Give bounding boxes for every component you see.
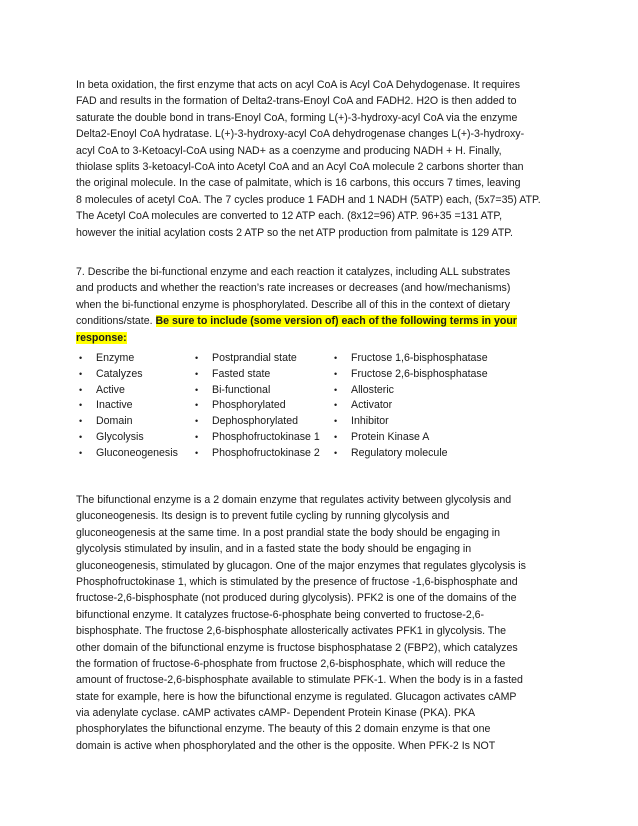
bullet-icon: •: [195, 400, 199, 411]
term-label: Inhibitor: [351, 415, 389, 428]
term-label: Postprandial state: [212, 352, 297, 364]
term-label: Phosphofructokinase 1: [212, 430, 320, 443]
term-label: Fructose 1,6-bisphosphatase: [351, 352, 488, 364]
bullet-icon: •: [195, 416, 199, 427]
text-line: state for example, here is how the bifunctional enzyme is regulated. Glucagon activates cAMP: [76, 690, 517, 703]
text-line: Phosphofructokinase 1, which is stimulated by the presence of fructose -1,6-bisphosphate and: [76, 575, 518, 588]
bullet-icon: •: [334, 400, 338, 411]
text-line: acyl CoA to 3-Ketoacyl-CoA using NAD+ as a coenzyme and producing NADH + H. Finally,: [76, 144, 502, 157]
list-item: [192, 383, 320, 399]
text-line: however the initial acylation costs 2 ATP so the net ATP production from palmitate is 129 ATP.: [76, 226, 513, 239]
list-item: [331, 414, 488, 430]
bullet-icon: •: [79, 447, 83, 458]
bullet-icon: •: [79, 384, 83, 395]
list-item: [76, 367, 178, 383]
bullet-icon: •: [79, 416, 83, 427]
list-item: [331, 367, 488, 383]
term-label: Phosphorylated: [212, 399, 286, 412]
text-line: via adenylate cyclase. cAMP activates cAMP- Dependent Protein Kinase (PKA). PKA: [76, 707, 476, 720]
list-item: [76, 446, 178, 462]
term-label: Active: [96, 383, 125, 396]
text-line: fructose-2,6-bisphosphate (not produced during glycolysis). PFK2 is one of the domains of the: [76, 592, 517, 605]
list-item: [331, 351, 488, 367]
term-label: Inactive: [96, 399, 133, 412]
text-line: bisphosphate. The fructose 2,6-bisphosphate allosterically activates PFK1 in glycolysis. The: [76, 625, 507, 638]
text-line: 7. Describe the bi-functional enzyme and each reaction it catalyzes, including ALL substrates: [76, 266, 511, 278]
bullet-icon: •: [195, 384, 199, 395]
term-label: Fasted state: [212, 367, 271, 380]
text-line: Delta2-Enoyl CoA hydratase. L(+)-3-hydroxy-acyl CoA dehydrogenase changes L(+)-3-hydroxy-: [76, 128, 525, 141]
highlighted-instruction: Be sure to include (some version of) each of the following terms in your: [155, 315, 517, 328]
terms-column-2: [192, 351, 320, 462]
bifunctional-enzyme-answer: [76, 492, 566, 754]
bullet-icon: •: [334, 431, 338, 442]
text-line: gluconeogenesis at the same time. In a post prandial state the body should be engaging in: [76, 526, 501, 539]
text-line: 8 molecules of acetyl CoA. The 7 cycles produce 1 FADH and 1 NADH (5ATP) each, (5x7=35) ATP.: [76, 193, 541, 206]
text-line: [76, 330, 566, 346]
list-item: [76, 414, 178, 430]
term-label: Bi-functional: [212, 383, 271, 396]
text-line: the original molecule. In the case of palmitate, which is 16 carbons, this occurs 7 times, leaving: [76, 177, 521, 190]
term-label: Gluconeogenesis: [96, 446, 178, 459]
text-line: the formation of fructose-6-phosphate from fructose 2,6-bisphosphate, which will reduce the: [76, 657, 506, 670]
list-item: [76, 383, 178, 399]
list-item: [76, 430, 178, 446]
text-line: In beta oxidation, the first enzyme that acts on acyl CoA is Acyl CoA Dehydogenase. It requires: [76, 79, 521, 91]
term-label: Regulatory molecule: [351, 446, 448, 459]
text-line: bifunctional enzyme. It catalyzes fructose-6-phosphate being converted to fructose-2,6-: [76, 608, 485, 621]
text-line: other domain of the bifunctional enzyme is fructose bisphosphatase 2 (FBP2), which catalyzes: [76, 641, 518, 654]
bullet-icon: •: [334, 416, 338, 427]
list-item: [192, 446, 320, 462]
term-label: Activator: [351, 399, 393, 412]
text-line: saturate the double bond in trans-Enoyl CoA, forming L(+)-3-hydroxy-acyl CoA via the enzyme: [76, 111, 518, 124]
term-label: Catalyzes: [96, 367, 143, 380]
bullet-icon: •: [195, 447, 199, 458]
list-item: [331, 398, 488, 414]
text-line: FAD and results in the formation of Delta2-trans-Enoyl CoA and FADH2. H2O is then added to: [76, 95, 517, 108]
text-line: The bifunctional enzyme is a 2 domain enzyme that regulates activity between glycolysis and: [76, 494, 512, 506]
text-line: when the bi-functional enzyme is phosphorylated. Describe all of this in the context of dietary: [76, 298, 510, 311]
text-line: and products and whether the reaction’s rate increases or decreases (and how/mechanisms): [76, 282, 511, 295]
text-line: gluconeogenesis, stimulated by glucagon. One of the major enzymes that regulates glycolysis is: [76, 559, 526, 572]
text-line: domain is active when phosphorylated and the other is the opposite. When PFK-2 Is NOT: [76, 739, 496, 752]
highlighted-instruction: response:: [76, 331, 127, 344]
bullet-icon: •: [79, 400, 83, 411]
term-label: Phosphofructokinase 2: [212, 446, 320, 459]
list-item: [76, 398, 178, 414]
bullet-icon: •: [195, 431, 199, 442]
text-line: [76, 313, 566, 329]
question-7-prompt: [76, 264, 566, 346]
bullet-icon: •: [334, 368, 338, 379]
text-line: gluconeogenesis. Its design is to prevent futile cycling by running glycolysis and: [76, 510, 450, 523]
terms-column-3: [331, 351, 488, 462]
list-item: [331, 383, 488, 399]
list-item: [192, 414, 320, 430]
term-label: Glycolysis: [96, 430, 144, 443]
bullet-icon: •: [195, 368, 199, 379]
text-line: glycolysis stimulated by insulin, and in a fasted state the body should be engaging in: [76, 543, 472, 556]
bullet-icon: •: [334, 384, 338, 395]
term-label: Protein Kinase A: [351, 430, 430, 443]
term-label: Fructose 2,6-bisphosphatase: [351, 367, 488, 380]
beta-oxidation-paragraph: [76, 77, 566, 241]
term-label: Domain: [96, 415, 133, 428]
list-item: [192, 398, 320, 414]
term-label: Allosteric: [351, 383, 394, 396]
text-segment: conditions/state.: [76, 315, 156, 328]
text-line: thiolase splits 3-ketoacyl-CoA into Acetyl CoA and an Acyl CoA molecule 2 carbons shorter than: [76, 160, 524, 173]
list-item: [331, 430, 488, 446]
term-label: Dephosphorylated: [212, 415, 298, 428]
list-item: [192, 430, 320, 446]
bullet-icon: •: [79, 353, 83, 363]
bullet-icon: •: [79, 431, 83, 442]
text-line: phosphorylates the bifunctional enzyme. The beauty of this 2 domain enzyme is that one: [76, 723, 491, 736]
list-item: [331, 446, 488, 462]
list-item: [192, 367, 320, 383]
bullet-icon: •: [334, 353, 338, 363]
terms-column-1: [76, 351, 178, 462]
text-line: amount of fructose-2,6-bisphosphate available to stimulate PFK-1. When the body is in a fasted: [76, 674, 523, 687]
text-line: The Acetyl CoA molecules are converted to 12 ATP each. (8x12=96) ATP. 96+35 =131 ATP,: [76, 210, 503, 223]
bullet-icon: •: [195, 353, 199, 363]
bullet-icon: •: [334, 447, 338, 458]
list-item: [76, 351, 178, 367]
term-label: Enzyme: [96, 352, 135, 364]
list-item: [192, 351, 320, 367]
bullet-icon: •: [79, 368, 83, 379]
